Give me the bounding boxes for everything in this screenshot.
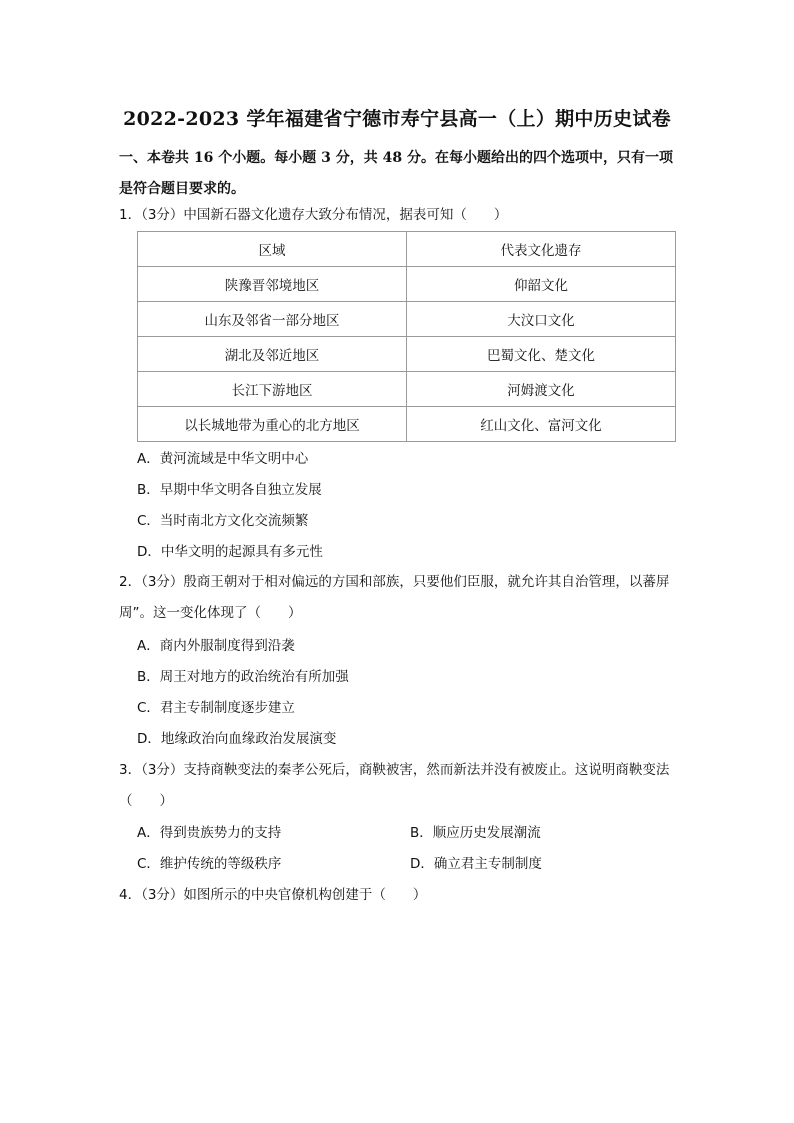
table-cell: 长江下游地区 xyxy=(138,372,407,407)
q3-option-a: A．得到贵族势力的支持 xyxy=(137,825,282,841)
q2-option-c: C．君主专制制度逐步建立 xyxy=(137,700,295,716)
section-instructions: 一、本卷共 16 个小题。每小题 3 分，共 48 分。在每小题给出的四个选项中，只有一项是符合题目要求的。 xyxy=(119,150,673,197)
q3-option-c: C．维护传统的等级秩序 xyxy=(137,856,282,872)
table-cell: 红山文化、富河文化 xyxy=(407,407,676,442)
table-row xyxy=(138,372,676,407)
table-cell: 山东及邻省一部分地区 xyxy=(138,302,407,337)
q3-option-d: D．确立君主专制制度 xyxy=(410,856,542,872)
table-row xyxy=(138,407,676,442)
question-1-stem: 1．（3分）中国新石器文化遗存大致分布情况，据表可知（ ） xyxy=(119,207,508,223)
question-3-stem: 3．（3分）支持商鞅变法的秦孝公死后，商鞅被害，然而新法并没有被废止。这说明商鞅变法（ ） xyxy=(119,762,670,809)
table-cell: 河姆渡文化 xyxy=(407,372,676,407)
table-cell: 以长城地带为重心的北方地区 xyxy=(138,407,407,442)
table-cell: 仰韶文化 xyxy=(407,267,676,302)
question-2-stem: 2．（3分）殷商王朝对于相对偏远的方国和部族，只要他们臣服，就允许其自治管理，以蕃屏周”。这一变化体现了（ ） xyxy=(119,574,670,621)
table-header-cell: 代表文化遗存 xyxy=(407,232,676,267)
q2-option-a: A．商内外服制度得到沿袭 xyxy=(137,638,295,654)
q1-option-c: C．当时南北方文化交流频繁 xyxy=(137,513,309,529)
table-cell: 大汶口文化 xyxy=(407,302,676,337)
q1-option-a: A．黄河流域是中华文明中心 xyxy=(137,451,309,467)
table-row xyxy=(138,337,676,372)
q1-option-d: D．中华文明的起源具有多元性 xyxy=(137,544,323,560)
table-row xyxy=(138,267,676,302)
table-header-row xyxy=(138,232,676,267)
q2-option-b: B．周王对地方的政治统治有所加强 xyxy=(137,669,349,685)
table-header-cell: 区域 xyxy=(138,232,407,267)
table-cell: 巴蜀文化、楚文化 xyxy=(407,337,676,372)
culture-table xyxy=(137,231,676,442)
table-row xyxy=(138,302,676,337)
q2-option-d: D．地缘政治向血缘政治发展演变 xyxy=(137,731,337,747)
table-cell: 湖北及邻近地区 xyxy=(138,337,407,372)
exam-title: 2022-2023 学年福建省宁德市寿宁县高一（上）期中历史试卷 xyxy=(123,108,671,130)
question-4-stem: 4．（3分）如图所示的中央官僚机构创建于（ ） xyxy=(119,887,427,903)
q1-option-b: B．早期中华文明各自独立发展 xyxy=(137,482,322,498)
q3-option-b: B．顺应历史发展潮流 xyxy=(410,825,541,841)
table-cell: 陕豫晋邻境地区 xyxy=(138,267,407,302)
